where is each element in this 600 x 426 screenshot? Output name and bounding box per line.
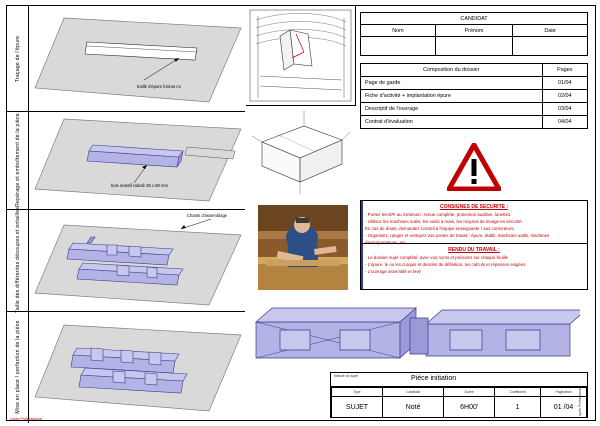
- label-pagination: Pagination: [541, 388, 587, 397]
- perspective-detail-2: [246, 106, 356, 201]
- dossier-header-pages: Pages: [542, 64, 587, 77]
- workbench-perspective-drawing: [246, 6, 355, 105]
- photo-content: [258, 205, 348, 290]
- security-title: CONSIGNES DE SECURITE :: [439, 204, 509, 210]
- security-item-3: - Organisez, rangez et nettoyez vos postes de travail : épure, établi, machines outils, machines électroportatives, etc ...: [365, 233, 550, 245]
- title-block-intitule-label: Intitulé du sujet: [334, 374, 359, 378]
- drawing-row-1: [7, 6, 245, 112]
- perspective-detail-1: [246, 6, 356, 106]
- row-2-label-strip: [7, 111, 29, 209]
- row-2-label: Repérage et emboîtement de la pièce: [14, 113, 21, 207]
- footer-tag: Lycée Professionnel: [10, 417, 43, 421]
- label-coeff: Coefficient: [495, 388, 541, 397]
- candidat-header-nom: Nom: [361, 25, 436, 37]
- candidat-title: CANDIDAT: [361, 13, 588, 25]
- assembly-drawing: [29, 311, 243, 421]
- security-item-0: - Portez les EPI au minimum : tenue complète, protection auditive, lunettes.: [365, 212, 512, 217]
- row-4-stage: [29, 311, 245, 423]
- dossier-row-0-page: 01/04: [542, 77, 587, 90]
- left-drawing-column: [7, 6, 245, 418]
- dossier-row-0-label: Page de garde: [361, 77, 543, 90]
- title-block-title: Pièce initiation: [411, 375, 457, 382]
- dossier-header-composition: Composition du dossier: [361, 64, 543, 77]
- rendu-travail-box: [360, 243, 588, 290]
- table-row: [361, 116, 588, 129]
- table-row: [361, 77, 588, 90]
- dossier-header-row: [361, 64, 588, 77]
- candidat-header-prenom: Prénom: [435, 25, 512, 37]
- value-duree: 6H00': [444, 397, 495, 418]
- row-1-stage: [29, 6, 245, 111]
- rendu-title: RENDU DU TRAVAIL :: [448, 247, 500, 253]
- candidat-header-row: [361, 25, 588, 37]
- title-block-label-row: [332, 388, 587, 397]
- value-type: SUJET: [332, 397, 383, 418]
- title-block: [330, 372, 588, 418]
- rendu-item-2: - L'ouvrage assemblé et levé: [365, 269, 421, 275]
- side-label-text: Lycée Professionnel: [578, 387, 582, 417]
- label-candidat: Candidat: [383, 388, 444, 397]
- candidat-value-nom[interactable]: [361, 37, 436, 56]
- label-duree: Durée: [444, 388, 495, 397]
- title-block-value-row: [332, 397, 587, 418]
- candidat-value-date[interactable]: [513, 37, 588, 56]
- drawing-row-4: [7, 311, 245, 423]
- dossier-row-1-page: 02/04: [542, 90, 587, 103]
- dossier-row-1-label: Fiche d'activité + implantation épure: [361, 90, 543, 103]
- row-4-label-strip: [7, 311, 29, 423]
- dossier-row-3-page: 04/04: [542, 116, 587, 129]
- row-3-label: Taille des différentes découpes et entailles: [14, 206, 21, 314]
- workshop-photo: [258, 205, 348, 290]
- box-perspective-drawing: [246, 106, 355, 200]
- dossier-row-2-page: 03/04: [542, 103, 587, 116]
- rendu-accent-bar: [361, 244, 363, 289]
- rendu-item-1: - L'épure, le ou les croquis et dessins de définition, les calculs et réponses exigées: [365, 262, 526, 268]
- table-row: [361, 103, 588, 116]
- candidat-table: [360, 12, 588, 56]
- cutting-drawing: [29, 209, 243, 310]
- epure-drawing: [29, 6, 243, 110]
- title-block-side-label: [575, 387, 585, 417]
- security-item-2: En cas de doute, demandez conseil à l'équipe enseignante / aux correcteurs.: [365, 226, 515, 232]
- warning-triangle-icon: [447, 143, 501, 191]
- row-4-label: Mise en place / perfection de la pièce: [14, 320, 21, 414]
- row-1-label: Traçage de l'épure: [14, 35, 21, 82]
- row-3-stage: [29, 209, 245, 311]
- candidat-value-row[interactable]: [361, 37, 588, 56]
- rendu-item-0: - Le dossier sujet complété, avec vos noms et prénoms sur chaque feuille: [365, 255, 509, 260]
- row-1-label-strip: [7, 6, 29, 111]
- row-1-caption: traillé d'épure format A1: [137, 84, 182, 89]
- row-2-stage: [29, 111, 245, 209]
- candidat-value-prenom[interactable]: [435, 37, 512, 56]
- drawing-row-2: [7, 111, 245, 210]
- dossier-table: [360, 63, 588, 129]
- value-page: 01 /04: [541, 397, 587, 418]
- piece-placement-drawing: [29, 111, 243, 208]
- label-type: Type: [332, 388, 383, 397]
- row-3-caption: Chants d'assemblage: [187, 213, 228, 218]
- value-coeff: 1: [495, 397, 541, 418]
- value-candidat: Noté: [383, 397, 444, 418]
- table-row: [361, 90, 588, 103]
- dossier-row-2-label: Descriptif de l'ouvrage: [361, 103, 543, 116]
- title-block-header: [331, 373, 587, 387]
- exploded-assembly-drawing: [250, 300, 580, 372]
- dossier-row-3-label: Contrat d'évaluation: [361, 116, 543, 129]
- row-3-label-strip: [7, 206, 29, 314]
- row-2-caption: bois massif rabotè 35 x 60 mm: [111, 183, 169, 188]
- candidat-title-row: [361, 13, 588, 25]
- security-item-1: - Utilisez les machines outils, les outils à main, les moyens de levage en sécurité.: [365, 219, 523, 225]
- candidat-header-date: Date: [513, 25, 588, 37]
- title-block-table: [331, 387, 587, 418]
- drawing-row-3: [7, 206, 245, 314]
